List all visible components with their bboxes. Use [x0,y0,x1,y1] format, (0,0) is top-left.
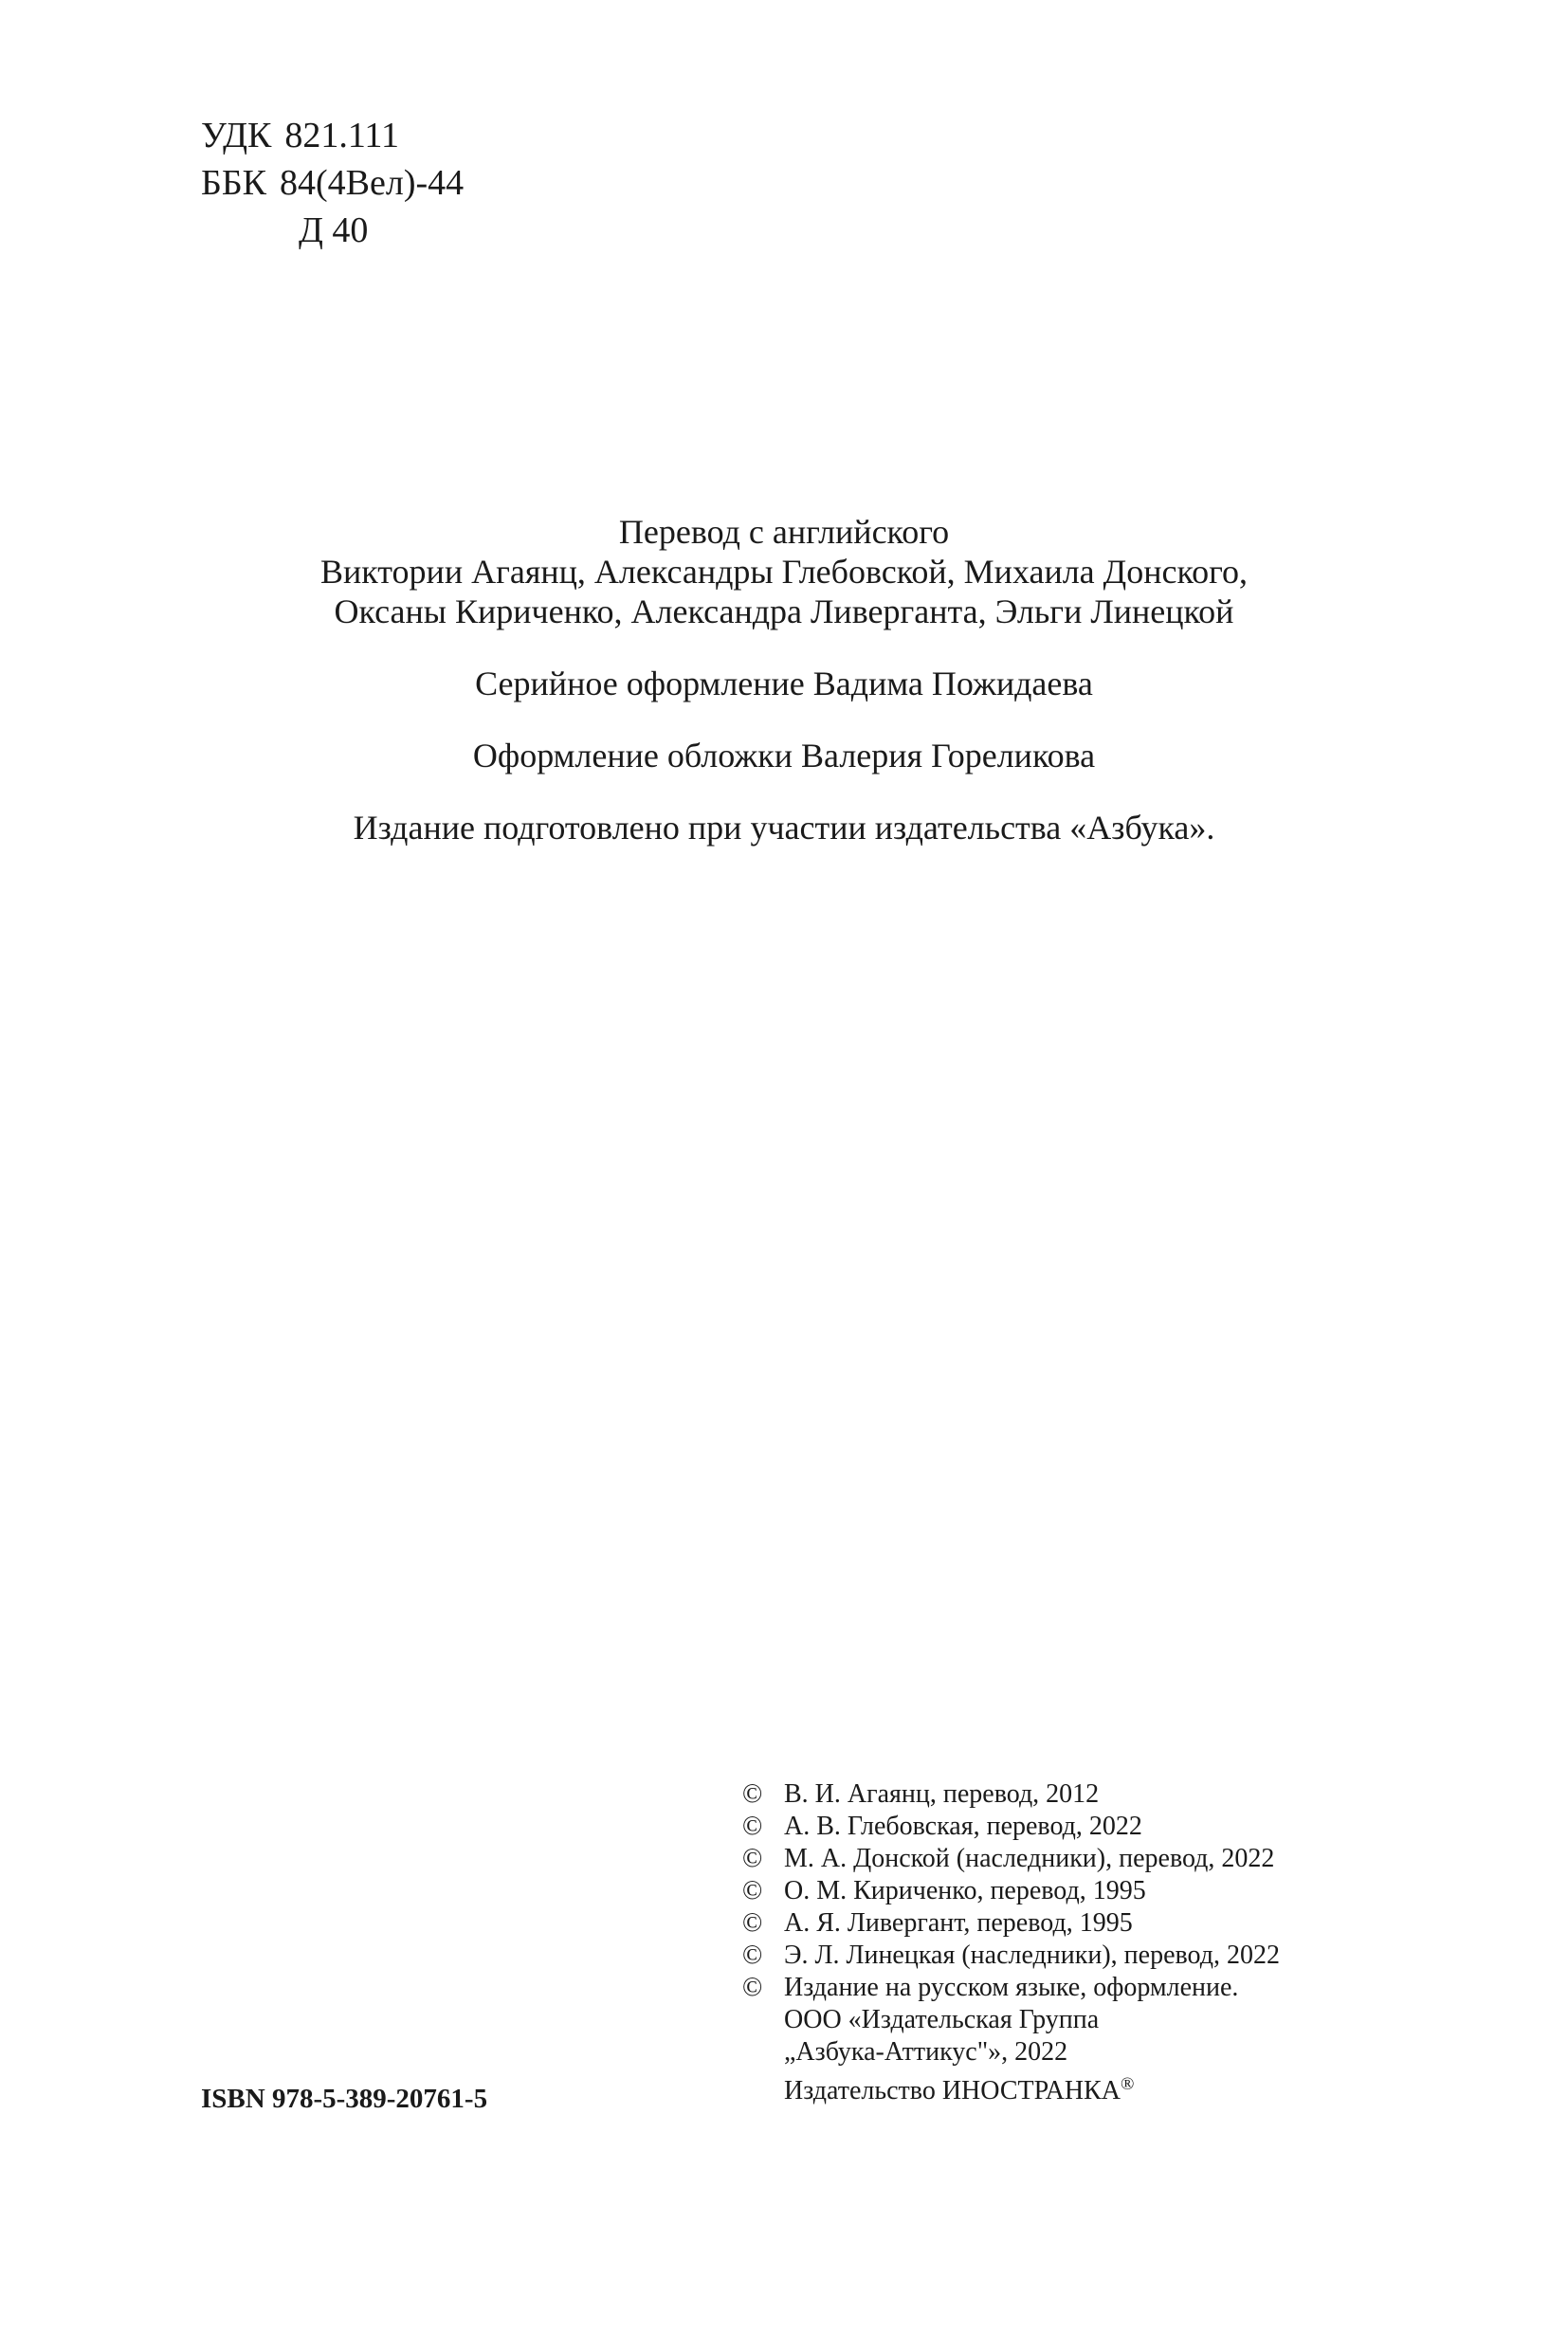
credits-section [0,512,1568,847]
copyright-symbol: © [742,1844,763,1873]
copyright-block [742,1778,1280,2107]
edition-note [0,808,1568,847]
publisher-line: ООО «Издательская Группа [784,2005,1100,2034]
copyright-symbol: © [742,1812,763,1841]
copyright-entry [742,1940,1280,1972]
bbk-value: 84(4Вел)-44 [280,163,465,203]
copyright-entry-text: А. Я. Ливергант, перевод, 1995 [784,1908,1133,1938]
publisher-imprint-line [742,2069,1280,2107]
translators-block [0,512,1568,631]
publisher-imprint-name: Издательство ИНОСТРАНКА [784,2076,1121,2105]
translation-line: Оксаны Кириченко, Александра Ливерганта, Эльги Линецкой [334,592,1234,630]
udk-value: 821.111 [284,116,400,155]
series-design-credit [0,664,1568,703]
copyright-entry [742,1843,1280,1875]
publisher-line: „Азбука-Аттикус"», 2022 [784,2037,1068,2067]
library-classification [201,112,464,254]
copyright-symbol: © [742,1876,763,1905]
copyright-entry-text: О. М. Кириченко, перевод, 1995 [784,1876,1146,1905]
copyright-symbol: © [742,1941,763,1970]
copyright-symbol: © [742,1908,763,1938]
translation-line: Виктории Агаянц, Александры Глебовской, Михаила Донского, [320,553,1248,591]
copyright-entry-text: Э. Л. Линецкая (наследники), перевод, 2022 [784,1941,1280,1970]
cover-design-text: Оформление обложки Валерия Гореликова [472,737,1096,775]
series-design-text: Серийное оформление Вадима Пожидаева [475,665,1093,702]
copyright-entry [742,1811,1280,1843]
copyright-symbol: © [742,1779,763,1809]
copyright-entry-text: М. А. Донской (наследники), перевод, 2022 [784,1844,1275,1873]
copyright-entry-text: В. И. Агаянц, перевод, 2012 [784,1779,1100,1809]
bbk-row [201,159,464,207]
edition-note-text: Издание подготовлено при участии издательства «Азбука». [353,809,1215,847]
udk-label: УДК [201,116,272,155]
publisher-line: Издание на русском языке, оформление. [784,1973,1239,2002]
author-mark: Д 40 [299,210,369,250]
copyright-publisher-entry [742,1972,1280,2004]
copyright-entry [742,1778,1280,1811]
bbk-label: ББК [201,163,266,203]
cover-design-credit [0,736,1568,775]
copyright-entry-text: А. В. Глебовская, перевод, 2022 [784,1812,1142,1841]
copyright-entry [742,1907,1280,1940]
translation-line: Перевод с английского [618,513,950,551]
copyright-entry [742,1875,1280,1907]
copyright-symbol: © [742,1973,763,2002]
isbn: ISBN 978-5-389-20761-5 [201,2084,488,2114]
registered-trademark-mark: ® [1120,2074,1135,2094]
udk-row [201,112,464,159]
